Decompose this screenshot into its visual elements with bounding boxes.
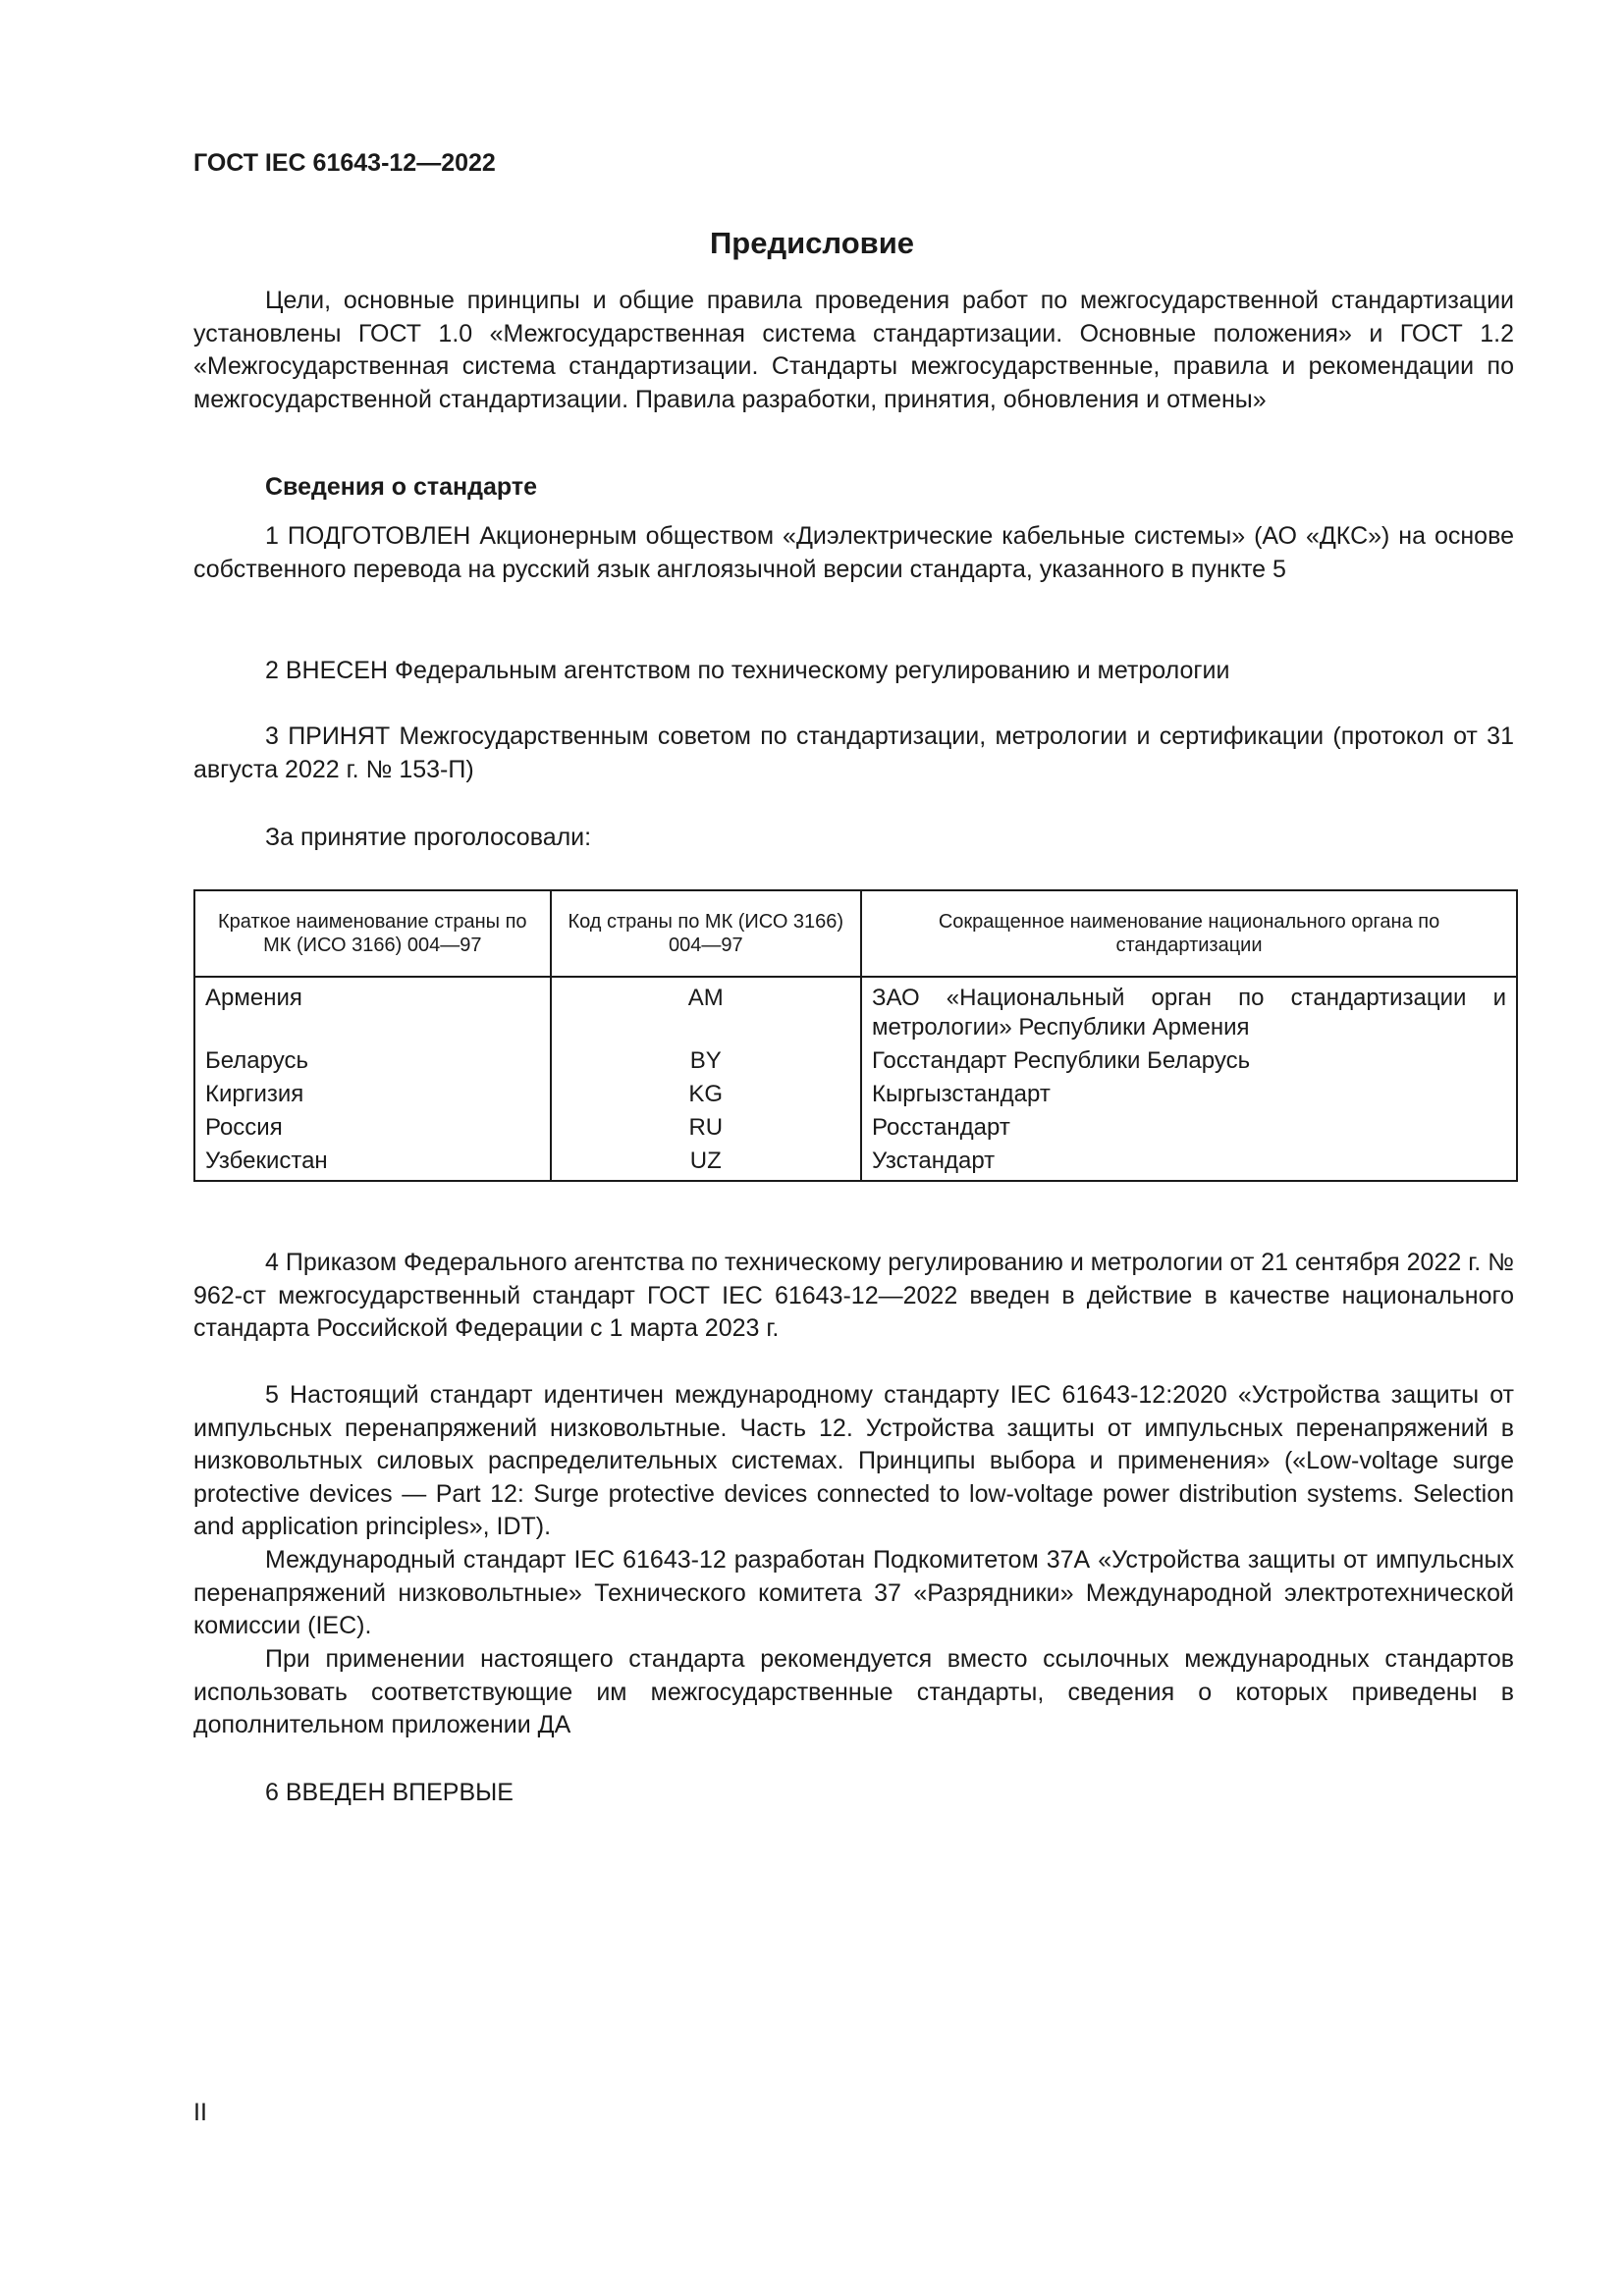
table-row xyxy=(194,1078,1517,1111)
item-2-paragraph: 2 ВНЕСЕН Федеральным агентством по техническому регулированию и метрологии xyxy=(265,657,1230,684)
country-cell: Россия xyxy=(194,1111,551,1145)
country-cell: Узбекистан xyxy=(194,1145,551,1181)
table-header-code: Код страны по МК (ИСО 3166) 004—97 xyxy=(551,890,861,977)
code-cell: BY xyxy=(551,1044,861,1078)
voted-label: За принятие проголосовали: xyxy=(265,824,592,851)
code-cell: AM xyxy=(551,977,861,1044)
item-4-paragraph: 4 Приказом Федерального агентства по техническому регулированию и метрологии от 21 сентября 2022 г. № 962-ст межгосударственный стандарт ГОСТ IEC 61643-12—2022 введен в действие в качестве национального стандарта Российской Федерации с 1 марта 2023 г. xyxy=(193,1249,1514,1342)
standard-code-header: ГОСТ IEC 61643-12—2022 xyxy=(193,149,496,177)
code-cell: RU xyxy=(551,1111,861,1145)
page-title: Предисловие xyxy=(709,226,914,260)
table-header-body: Сокращенное наименование национального органа по стандартизации xyxy=(861,890,1517,977)
voting-countries-table xyxy=(193,889,1518,1182)
body-cell: ЗАО «Национальный орган по стандартизации и метрологии» Республики Армения xyxy=(861,977,1517,1044)
item-6-paragraph: 6 ВВЕДЕН ВПЕРВЫЕ xyxy=(265,1779,514,1806)
table-row xyxy=(194,977,1517,1044)
body-cell: Госстандарт Республики Беларусь xyxy=(861,1044,1517,1078)
body-cell: Узстандарт xyxy=(861,1145,1517,1181)
item-3-paragraph: 3 ПРИНЯТ Межгосударственным советом по стандартизации, метрологии и сертификации (протокол от 31 августа 2022 г. № 153-П) xyxy=(193,722,1514,783)
item-5-committee-paragraph: Международный стандарт IEC 61643-12 разработан Подкомитетом 37А «Устройства защиты от импульсных перенапряжений низковольтные» Технического комитета 37 «Разрядники» Международной электротехнической комиссии (IEC). xyxy=(193,1546,1514,1639)
body-cell: Росстандарт xyxy=(861,1111,1517,1145)
item-5-paragraph: 5 Настоящий стандарт идентичен международному стандарту IEC 61643-12:2020 «Устройства защиты от импульсных перенапряжений низковольтные. Часть 12. Устройства защиты от импульсных перенапряжений в низковольтных силовых распределительных системах. Принципы выбора и применения» («Low-voltage surge protective devices — Part 12: Surge protective devices connected to low-voltage power distribution systems. Selection and application principles», IDT). xyxy=(193,1381,1514,1540)
country-cell: Киргизия xyxy=(194,1078,551,1111)
item-1-paragraph: 1 ПОДГОТОВЛЕН Акционерным обществом «Диэлектрические кабельные системы» (АО «ДКС») на основе собственного перевода на русский язык англоязычной версии стандарта, указанного в пункте 5 xyxy=(193,522,1514,583)
table-row xyxy=(194,1111,1517,1145)
code-cell: UZ xyxy=(551,1145,861,1181)
item-5-application-paragraph: При применении настоящего стандарта рекомендуется вместо ссылочных международных стандартов использовать соответствующие им межгосударственные стандарты, сведения о которых приведены в дополнительном приложении ДА xyxy=(193,1645,1514,1738)
table-header-row xyxy=(194,890,1517,977)
page-number: II xyxy=(193,2099,207,2126)
country-cell: Армения xyxy=(194,977,551,1044)
code-cell: KG xyxy=(551,1078,861,1111)
body-cell: Кыргызстандарт xyxy=(861,1078,1517,1111)
info-heading: Сведения о стандарте xyxy=(265,473,538,501)
table-row xyxy=(194,1145,1517,1181)
table-row xyxy=(194,1044,1517,1078)
intro-paragraph: Цели, основные принципы и общие правила проведения работ по межгосударственной стандартизации установлены ГОСТ 1.0 «Межгосударственная система стандартизации. Основные положения» и ГОСТ 1.2 «Межгосударственная система стандартизации. Стандарты межгосударственные, правила и рекомендации по межгосударственной стандартизации. Правила разработки, принятия, обновления и отмены» xyxy=(193,287,1514,413)
table-header-country: Краткое наименование страны по МК (ИСО 3166) 004—97 xyxy=(194,890,551,977)
country-cell: Беларусь xyxy=(194,1044,551,1078)
